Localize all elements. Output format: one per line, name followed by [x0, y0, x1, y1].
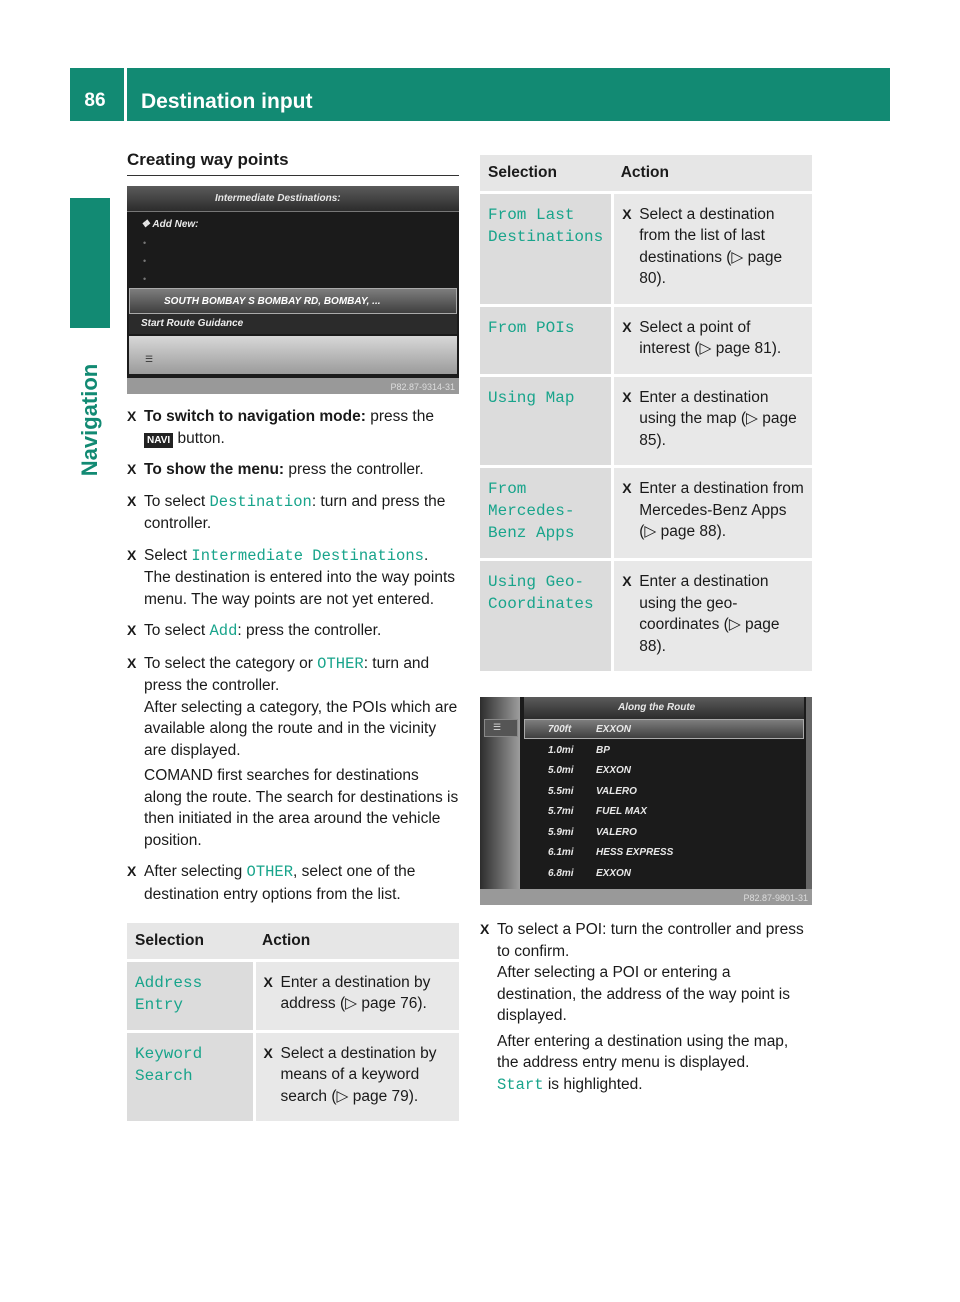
table-row — [127, 960, 459, 1031]
step-7-pre: After selecting — [144, 863, 247, 880]
table-cell-selection — [480, 560, 613, 673]
step-1-text: press the — [365, 408, 434, 425]
screen1-bottom-bar — [129, 336, 457, 374]
step-select-poi-menu-item: Start — [497, 1075, 544, 1094]
screen1-bullet-3: • — [143, 274, 147, 284]
selection-table-left — [127, 923, 459, 1124]
screen2-reference: P82.87-9801-31 — [743, 893, 808, 903]
screen1-reference: P82.87-9314-31 — [390, 382, 455, 392]
poi-list-item[interactable] — [548, 806, 647, 817]
side-tab-label: Navigation — [77, 363, 102, 477]
section-title: Creating way points — [127, 150, 459, 176]
table-cell-action: X Select a destination from the list of last destinations (▷ page 80). — [613, 192, 812, 305]
poi-distance: 5.9mi — [548, 826, 574, 838]
step-7-post: , select one of the destination entry options from the list. — [144, 863, 416, 903]
action-header: Action — [613, 155, 812, 192]
table-cell-action: X Enter a destination by address (▷ page 76). — [254, 960, 459, 1031]
step-select-poi-sub2 — [497, 1031, 812, 1097]
step-3 — [127, 491, 459, 535]
step-7 — [127, 861, 459, 905]
step-6-sub: After selecting a category, the POIs which are available along the route and in the vicinity are displayed. — [144, 698, 458, 759]
step-2-text: press the controller. — [284, 461, 424, 478]
table-cell-selection — [480, 305, 613, 375]
poi-name: FUEL MAX — [596, 806, 647, 817]
step-select-poi-text: To select a POI: turn the controller and press to confirm. — [497, 921, 804, 960]
poi-list-item[interactable] — [548, 765, 631, 776]
step-4-menu-item: Intermediate Destinations — [191, 546, 424, 565]
step-5-menu-item: Add — [209, 622, 238, 640]
right-step-list — [480, 919, 812, 1096]
step-6-sub2: COMAND first searches for destinations along the route. The search for destinations is then initiated in the area around the vehicle position. — [144, 767, 459, 849]
table-cell-selection — [480, 467, 613, 560]
poi-distance: 6.1mi — [548, 847, 574, 858]
screen1-selected-destination — [129, 288, 457, 314]
selection-option-from-pois: From POIs — [488, 318, 575, 337]
step-list — [127, 406, 459, 905]
selection-option-using-map: Using Map — [488, 388, 575, 407]
poi-list-item[interactable] — [548, 745, 610, 756]
screenshot-intermediate-destinations — [127, 186, 459, 394]
step-4-post: . — [423, 546, 429, 564]
selection-header: Selection — [127, 923, 254, 960]
selection-header: Selection — [480, 155, 613, 192]
selection-table-right — [480, 155, 812, 674]
screen2-scrollbar — [806, 697, 812, 889]
menu-icon: ☰ — [493, 722, 502, 732]
screen1-add-new-label: Add New: — [152, 219, 199, 230]
poi-name: VALERO — [596, 826, 637, 838]
screen1-header — [127, 186, 459, 212]
selection-option-address-entry: Address Entry — [135, 973, 203, 1014]
step-6-pre: To select the category or — [144, 654, 318, 672]
poi-name: BP — [596, 744, 610, 756]
step-3-post: : turn and press the controller. — [144, 492, 446, 532]
table-row — [480, 375, 812, 467]
poi-distance: 5.5mi — [548, 785, 574, 797]
poi-distance: 6.8mi — [548, 867, 574, 879]
screen1-bullet-1: • — [143, 238, 147, 248]
poi-list-item[interactable] — [548, 786, 637, 797]
selection-option-keyword-search: Keyword Search — [135, 1044, 203, 1085]
step-3-menu-item: Destination — [209, 492, 312, 511]
table-header-row — [480, 155, 812, 192]
table-row — [480, 467, 812, 560]
selection-option-mercedes-benz-apps: From Mercedes- Benz Apps — [488, 480, 575, 542]
selection-option-geo-coordinates: Using Geo- Coordinates — [488, 573, 594, 613]
poi-distance: 1.0mi — [548, 744, 574, 756]
table-row — [480, 560, 812, 673]
table-cell-action: X Enter a destination using the geo-coordinates (▷ page 88). — [613, 560, 812, 673]
screen2-header — [524, 697, 804, 719]
page-number: 86 — [84, 90, 106, 111]
step-select-poi-sub2-post: is highlighted. — [543, 1075, 643, 1093]
screen1-bullet-2: • — [143, 256, 147, 266]
step-2-bold: To show the menu: — [144, 461, 285, 478]
screen1-add-new: ❖ Add New: — [141, 219, 199, 230]
screen1-selected-label: SOUTH BOMBAY S BOMBAY RD, BOMBAY, ... — [164, 296, 381, 307]
menu-icon: ☰ — [145, 354, 154, 364]
table-row — [480, 192, 812, 305]
header-divider — [124, 68, 127, 121]
step-1-text2: button. — [173, 429, 225, 447]
left-column — [127, 150, 459, 1124]
step-4 — [127, 545, 459, 611]
poi-list-item[interactable] — [548, 868, 631, 879]
step-1 — [127, 406, 459, 449]
step-3-pre: To select — [144, 492, 210, 510]
poi-list-item[interactable] — [548, 724, 631, 735]
poi-list-item[interactable] — [548, 827, 637, 838]
step-select-poi — [480, 919, 812, 1096]
table-row — [480, 305, 812, 375]
screen1-start-label: Start Route Guidance — [141, 318, 244, 329]
poi-name: EXXON — [596, 765, 632, 776]
poi-distance: 5.0mi — [548, 765, 574, 776]
table-cell-action: X Enter a destination using the map (▷ page 85). — [613, 375, 812, 467]
poi-list-item[interactable] — [548, 847, 673, 858]
side-tab-marker — [70, 198, 110, 328]
screen1-start-route — [129, 314, 457, 334]
step-7-menu-item: OTHER — [246, 863, 294, 881]
screen1-title: Intermediate Destinations: — [215, 193, 341, 204]
side-tab[interactable] — [70, 340, 110, 500]
navi-key-icon: NAVI — [144, 433, 173, 448]
step-6 — [127, 653, 459, 852]
poi-distance: 700ft — [548, 724, 572, 735]
table-cell-action: X Select a point of interest (▷ page 81). — [613, 305, 812, 375]
poi-name: HESS EXPRESS — [596, 847, 674, 858]
step-5-pre: To select — [144, 622, 210, 639]
right-column — [480, 155, 812, 1106]
screenshot-along-the-route — [480, 697, 812, 905]
action-header: Action — [254, 923, 459, 960]
poi-name: VALERO — [596, 785, 637, 797]
step-2 — [127, 459, 459, 481]
step-select-poi-sub2-text: After entering a destination using the map, the address entry menu is displayed. — [497, 1032, 789, 1071]
step-4-sub: The destination is entered into the way points menu. The way points are not yet entered. — [144, 569, 456, 608]
page-title: Destination input — [141, 90, 313, 113]
table-header-row — [127, 923, 459, 960]
screen2-title: Along the Route — [618, 702, 696, 713]
step-5-post: : press the controller. — [237, 622, 382, 639]
table-cell-action: X Enter a destination from Mercedes-Benz Apps (▷ page 88). — [613, 467, 812, 560]
table-cell-selection — [127, 1031, 254, 1123]
step-1-bold: To switch to navigation mode: — [144, 408, 366, 425]
table-cell-selection — [480, 192, 613, 305]
poi-distance: 5.7mi — [548, 806, 574, 817]
table-cell-selection — [127, 960, 254, 1031]
table-row — [127, 1031, 459, 1123]
table-cell-action: X Select a destination by means of a keyword search (▷ page 79). — [254, 1031, 459, 1123]
screen2-tab — [484, 719, 518, 737]
poi-name: EXXON — [596, 724, 632, 735]
selection-option-from-last-destinations: From Last Destinations — [488, 205, 604, 246]
poi-name: EXXON — [596, 867, 632, 879]
table-cell-selection — [480, 375, 613, 467]
step-4-pre: Select — [144, 546, 192, 564]
step-6-menu-item: OTHER — [317, 654, 364, 673]
step-6-post: : turn and press the controller. — [144, 654, 430, 694]
step-5 — [127, 620, 459, 643]
step-select-poi-sub: After selecting a POI or entering a destination, the address of the way point is displayed. — [497, 964, 790, 1024]
